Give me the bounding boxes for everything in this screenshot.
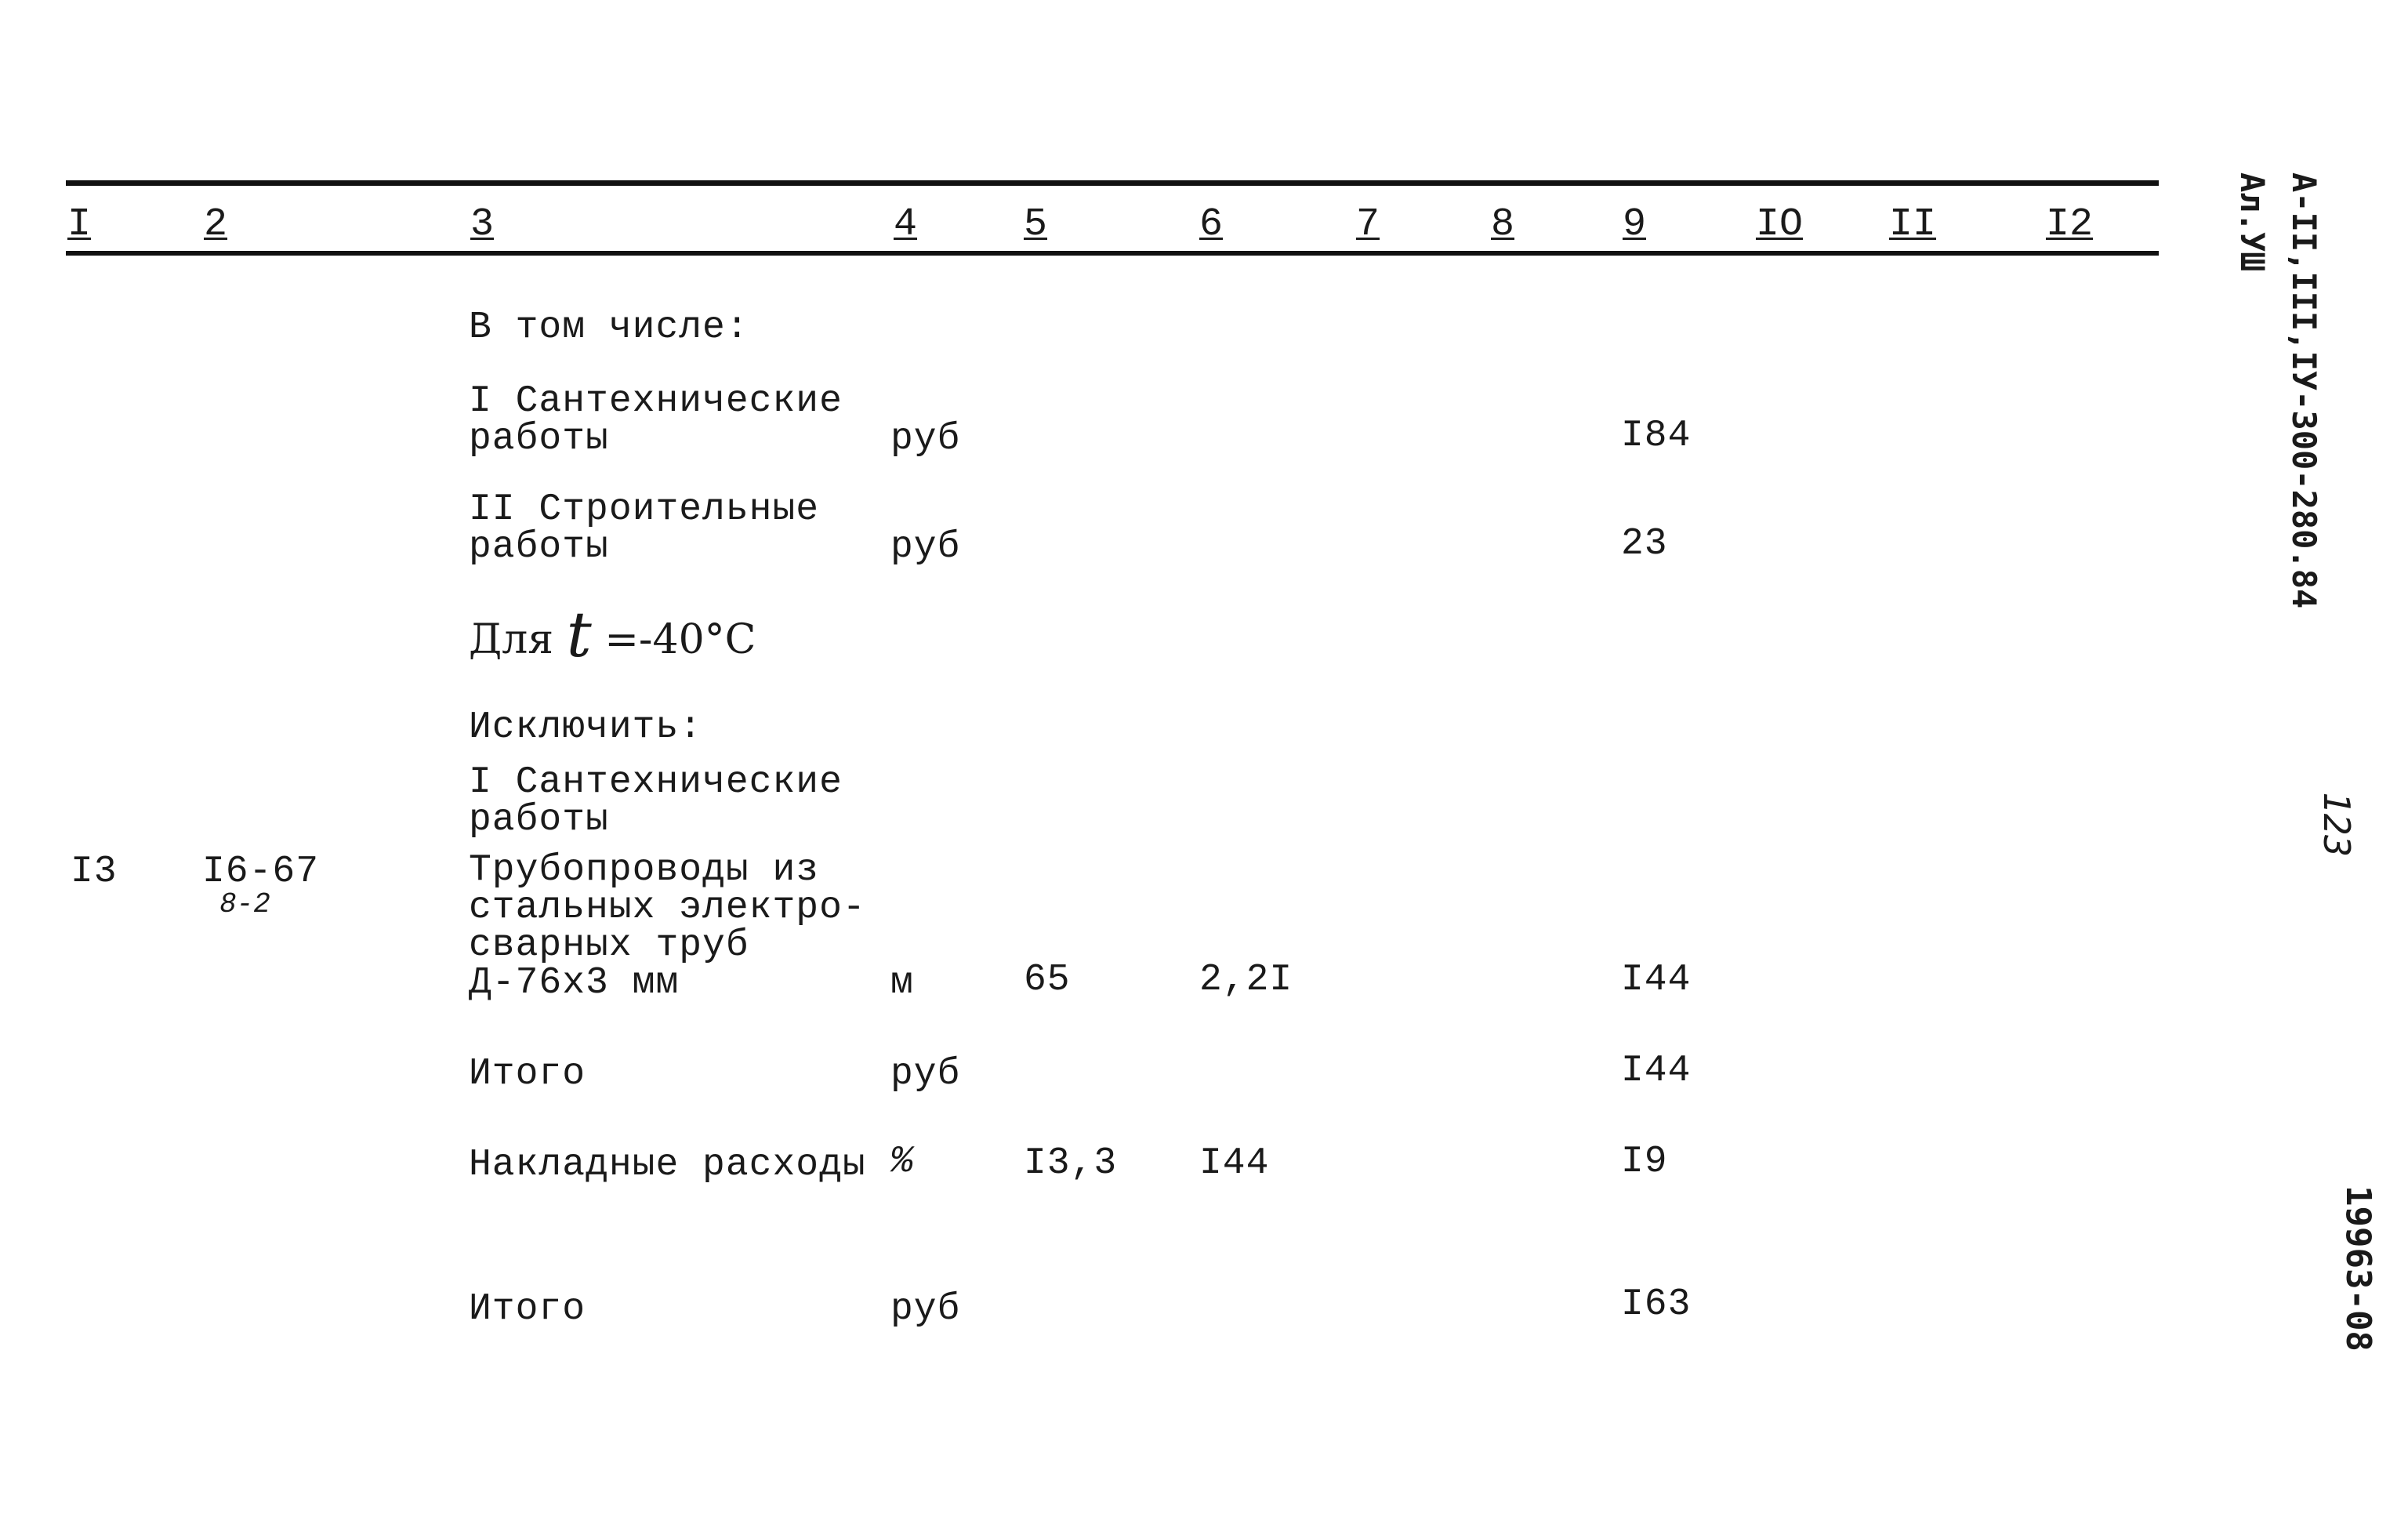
pipeline-unit: м: [890, 962, 914, 1004]
column-header-2: 2: [204, 202, 228, 247]
margin-registration-number: 19963-08: [2338, 1185, 2378, 1352]
in-total-heading: В том числе:: [469, 307, 749, 349]
column-header-10: IO: [1756, 202, 1804, 247]
pipeline-description: Трубопроводы из стальных электро- сварных труб Д-76х3 мм: [469, 849, 866, 1004]
margin-album-code: Ал.УШ: [2233, 172, 2272, 272]
grand-total-unit: руб: [890, 1288, 961, 1330]
construction-works-unit: руб: [890, 526, 961, 568]
pipeline-quantity: 65: [1024, 959, 1071, 1001]
column-header-6: 6: [1199, 202, 1224, 247]
subtotal-value: I44: [1621, 1050, 1692, 1092]
column-header-11: II: [1889, 202, 1937, 247]
pipeline-unit-price: 2,2I: [1199, 959, 1293, 1001]
overhead-label: Накладные расходы: [469, 1144, 866, 1186]
temperature-condition: [469, 598, 756, 671]
temperature-variable: t: [566, 598, 592, 671]
table-header-rule: [66, 251, 2159, 256]
grand-total-label: Итого: [469, 1288, 586, 1330]
temperature-prefix: Для: [469, 616, 554, 663]
column-header-3: 3: [470, 202, 495, 247]
subtotal-unit: руб: [890, 1053, 961, 1095]
margin-document-code: А-II,III,IУ-300-280.84: [2285, 172, 2323, 609]
column-header-1: I: [67, 202, 92, 247]
column-header-4: 4: [894, 202, 918, 247]
construction-works-total: 23: [1621, 523, 1668, 565]
column-header-12: I2: [2046, 202, 2094, 247]
plumbing-works-label: I Сантехнические работы: [469, 380, 843, 460]
column-header-8: 8: [1491, 202, 1515, 247]
margin-page-number: 123: [2316, 792, 2358, 858]
pipeline-total: I44: [1621, 959, 1692, 1001]
norm-code: I6-67: [202, 851, 320, 893]
column-header-7: 7: [1356, 202, 1380, 247]
column-header-9: 9: [1623, 202, 1647, 247]
column-header-5: 5: [1024, 202, 1048, 247]
grand-total-value: I63: [1621, 1283, 1692, 1326]
row-number: I3: [71, 851, 118, 893]
table-top-rule: [66, 180, 2159, 186]
norm-subcode: 8-2: [219, 888, 270, 920]
exclude-plumbing-label: I Сантехнические работы: [469, 761, 843, 841]
temperature-value: =-40°C: [604, 616, 756, 663]
construction-works-label: II Строительные работы: [469, 488, 820, 568]
overhead-total: I9: [1621, 1141, 1668, 1183]
subtotal-label: Итого: [469, 1053, 586, 1095]
plumbing-works-unit: руб: [890, 418, 961, 460]
plumbing-works-total: I84: [1621, 415, 1692, 457]
overhead-rate: I3,3: [1024, 1142, 1118, 1185]
exclude-heading: Исключить:: [469, 706, 703, 749]
overhead-base: I44: [1199, 1142, 1270, 1185]
overhead-unit: %: [890, 1141, 914, 1183]
